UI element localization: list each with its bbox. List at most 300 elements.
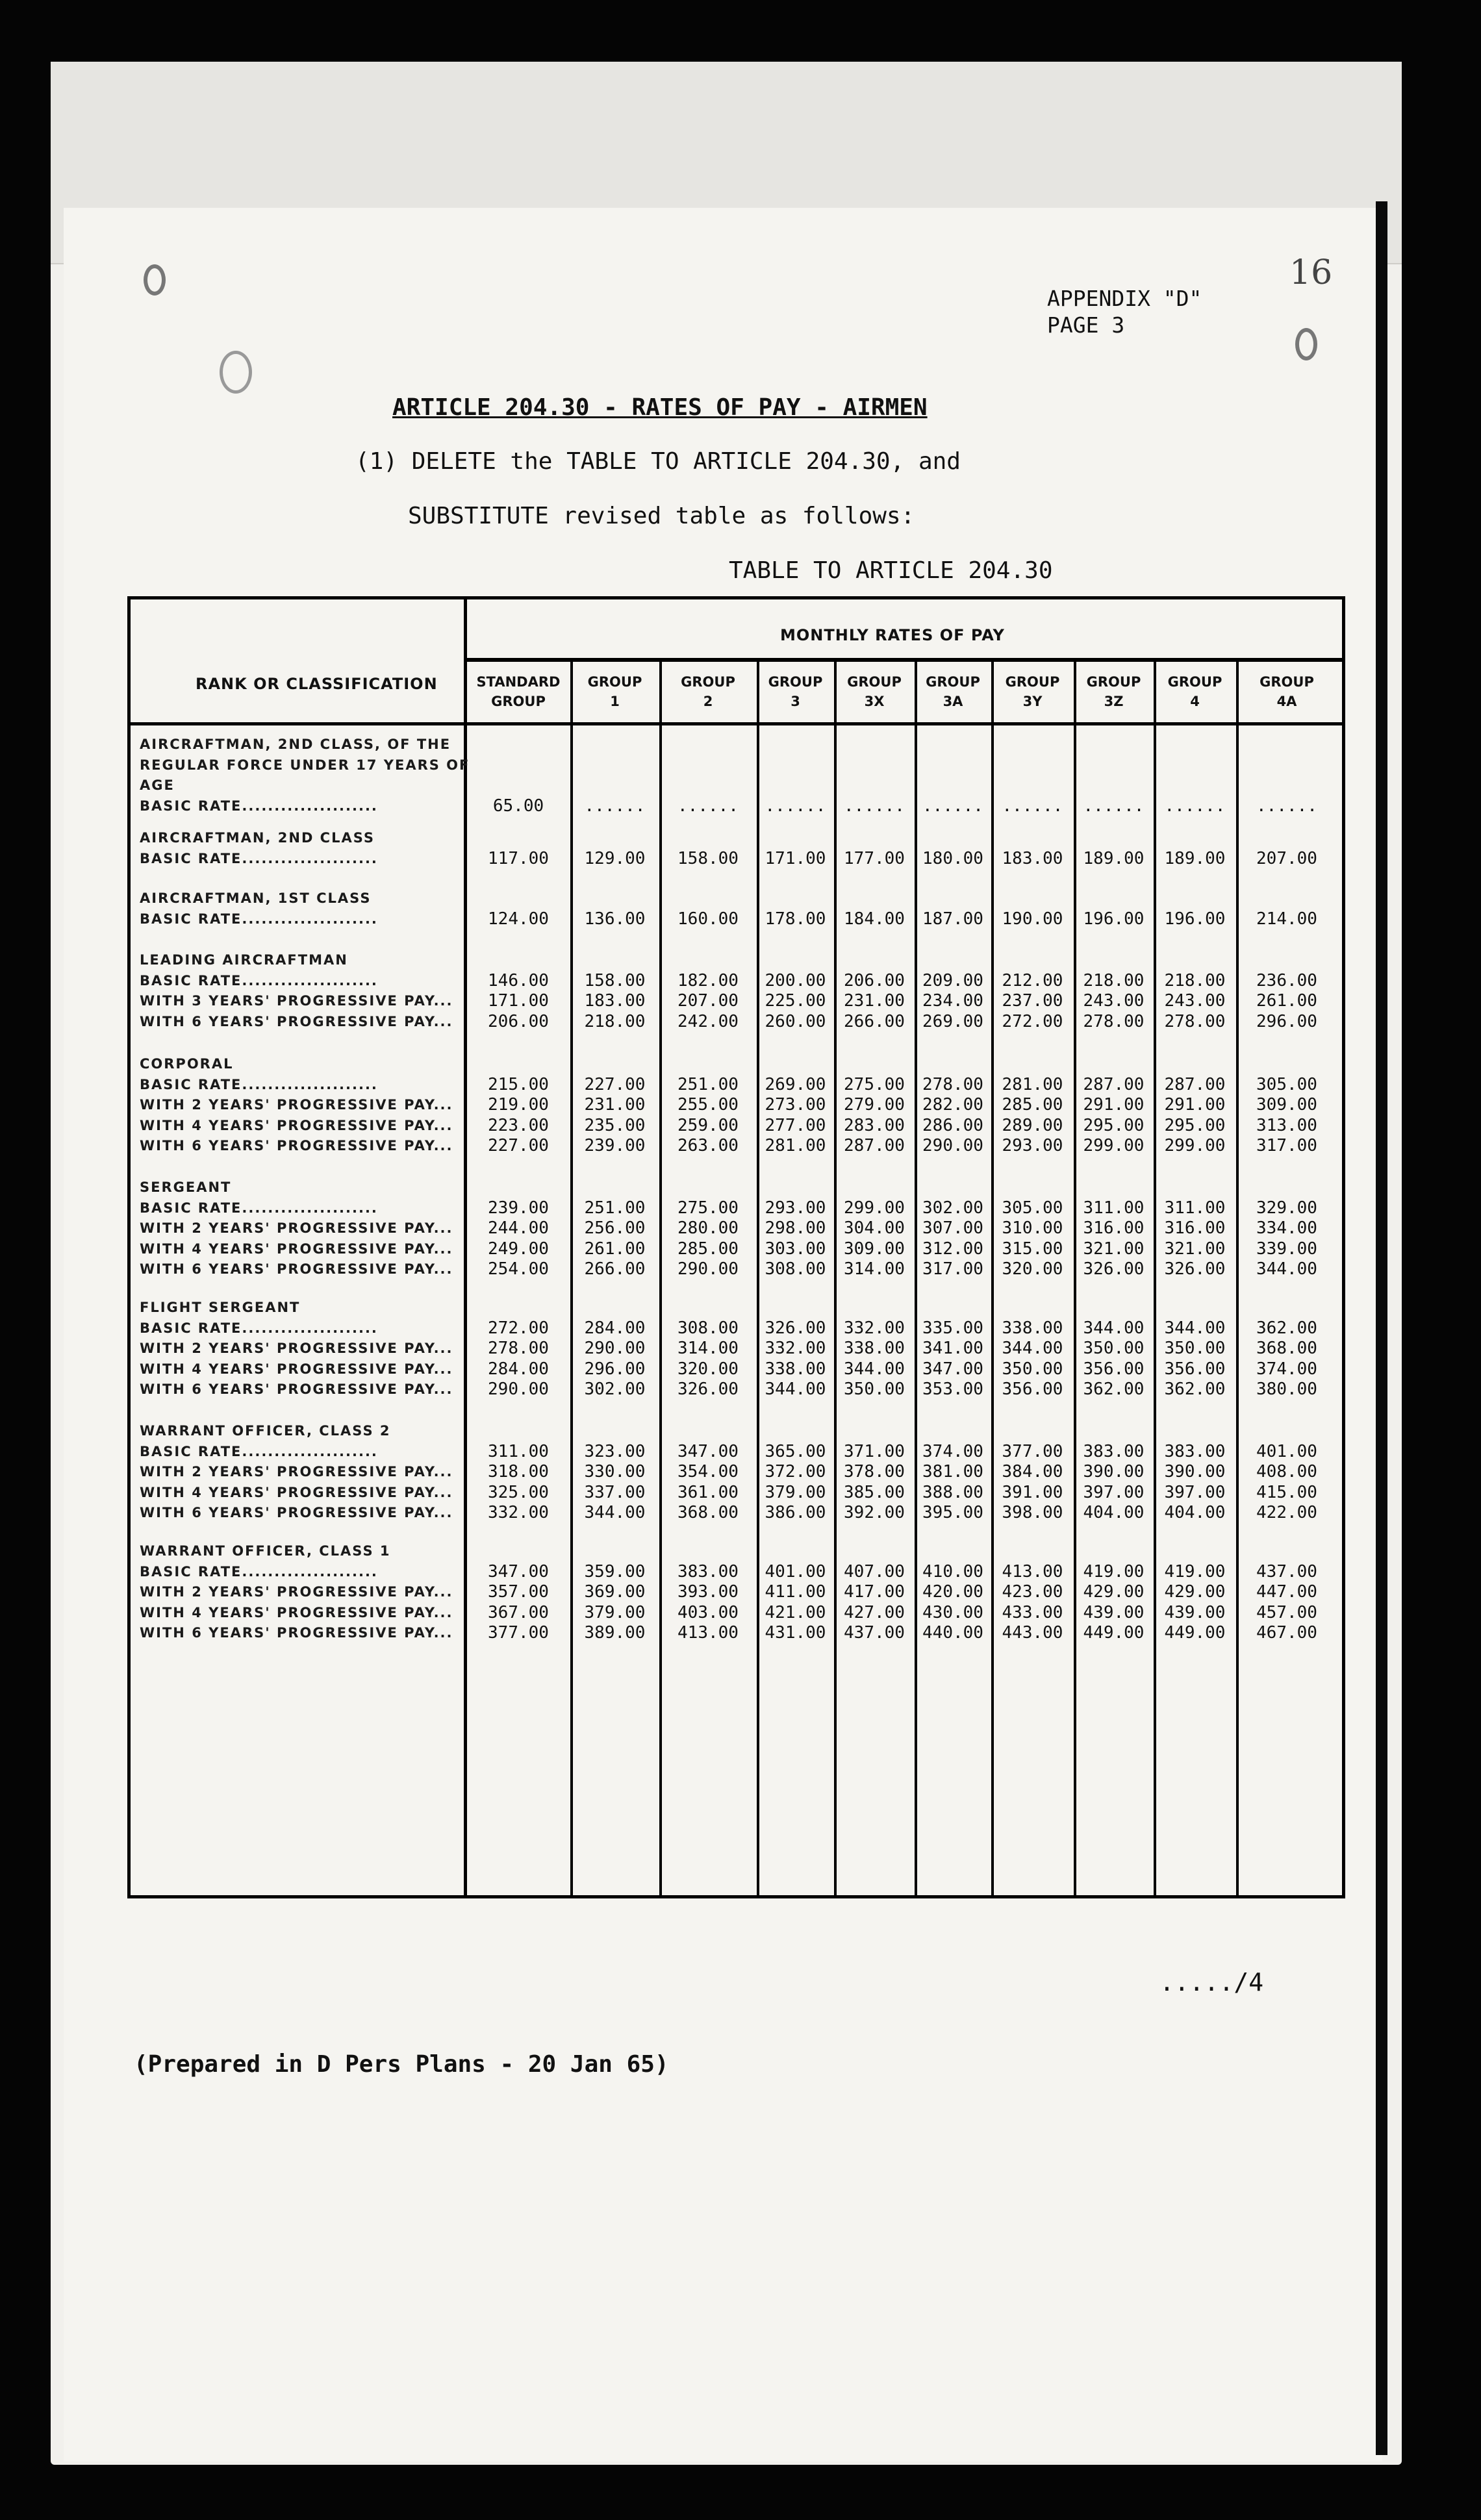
pay-cell: 269.00 [922, 1011, 983, 1031]
pay-cell: 347.00 [922, 1359, 983, 1379]
pay-cell: 305.00 [1002, 1198, 1063, 1218]
pay-cell: 189.00 [1083, 848, 1145, 868]
pay-cell: 259.00 [677, 1115, 739, 1135]
column-header [572, 672, 658, 711]
punch-hole [144, 264, 166, 296]
pay-cell: 311.00 [1083, 1198, 1145, 1218]
pay-cell: 177.00 [844, 848, 905, 868]
pay-cell: 223.00 [488, 1115, 549, 1135]
section-title: LEADING AIRCRAFTMAN [140, 952, 348, 968]
instruction-line-2: SUBSTITUTE revised table as follows: [408, 503, 915, 529]
pay-cell: 234.00 [922, 991, 983, 1011]
pay-cell: 337.00 [584, 1482, 646, 1502]
column-header-line: 2 [703, 694, 713, 709]
pay-cell: 344.00 [1002, 1339, 1063, 1358]
table-caption: TABLE TO ARTICLE 204.30 [729, 557, 1053, 584]
pay-cell: 275.00 [844, 1074, 905, 1094]
pay-cell: 239.00 [488, 1198, 549, 1218]
pay-cell: 388.00 [922, 1482, 983, 1502]
pay-cell: 171.00 [765, 848, 826, 868]
pay-cell: 308.00 [677, 1318, 739, 1338]
row-label: WITH 2 YEARS' PROGRESSIVE PAY... [140, 1584, 453, 1600]
pay-cell: 377.00 [1002, 1441, 1063, 1461]
pay-cell: 350.00 [1164, 1339, 1226, 1358]
row-label: WITH 3 YEARS' PROGRESSIVE PAY... [140, 993, 453, 1009]
pay-cell: 299.00 [1164, 1136, 1226, 1155]
row-label: WITH 4 YEARS' PROGRESSIVE PAY... [140, 1117, 453, 1133]
row-label: WITH 6 YEARS' PROGRESSIVE PAY... [140, 1505, 453, 1520]
pay-cell: 386.00 [765, 1503, 826, 1522]
pay-cell: 429.00 [1164, 1582, 1226, 1602]
pay-cell: 423.00 [1002, 1582, 1063, 1602]
pay-cell: 215.00 [488, 1074, 549, 1094]
section-title: AIRCRAFTMAN, 1ST CLASS [140, 890, 372, 906]
pay-cell: 249.00 [488, 1239, 549, 1259]
pay-cell: 283.00 [844, 1115, 905, 1135]
pay-cell: 227.00 [584, 1074, 646, 1094]
pay-cell: 289.00 [1002, 1115, 1063, 1135]
pay-cell: 286.00 [922, 1115, 983, 1135]
pay-cell: 180.00 [922, 848, 983, 868]
pay-cell: 417.00 [844, 1582, 905, 1602]
pay-cell: 377.00 [488, 1623, 549, 1643]
column-divider [1154, 661, 1156, 1895]
pay-cell: 160.00 [677, 909, 739, 929]
pay-cell: 295.00 [1164, 1115, 1226, 1135]
row-label: BASIC RATE..................... [140, 1563, 378, 1580]
pay-cell: 285.00 [677, 1239, 739, 1259]
pay-cell: 207.00 [1256, 848, 1317, 868]
pay-cell: 419.00 [1164, 1561, 1226, 1581]
pay-cell: 171.00 [488, 991, 549, 1011]
pay-cell: 367.00 [488, 1602, 549, 1622]
column-header [1155, 672, 1235, 711]
pay-cell: 295.00 [1083, 1115, 1145, 1135]
pay-cell: 284.00 [584, 1318, 646, 1338]
pay-cell: 315.00 [1002, 1239, 1063, 1259]
pay-cell: 281.00 [765, 1136, 826, 1155]
pay-cell: 344.00 [1083, 1318, 1145, 1338]
appendix-title: APPENDIX "D" [1047, 286, 1202, 311]
pay-cell: 65.00 [492, 796, 544, 816]
pay-cell: 427.00 [844, 1602, 905, 1622]
pay-cell: 357.00 [488, 1582, 549, 1602]
pay-cell: 401.00 [765, 1561, 826, 1581]
pay-cell: 338.00 [844, 1339, 905, 1358]
pay-cell: 326.00 [1083, 1259, 1145, 1279]
row-label: WITH 6 YEARS' PROGRESSIVE PAY... [140, 1138, 453, 1153]
pay-cell: 316.00 [1164, 1218, 1226, 1238]
column-divider [757, 661, 759, 1895]
pay-cell: 391.00 [1002, 1482, 1063, 1502]
pay-cell: 410.00 [922, 1561, 983, 1581]
column-divider [834, 661, 837, 1895]
column-divider [659, 661, 662, 1895]
pay-cell: 278.00 [1083, 1011, 1145, 1031]
pay-cell: 397.00 [1083, 1482, 1145, 1502]
pay-cell: 182.00 [677, 970, 739, 990]
pay-cell: 433.00 [1002, 1602, 1063, 1622]
footer-note: (Prepared in D Pers Plans - 20 Jan 65) [134, 2051, 669, 2078]
pay-cell: 136.00 [584, 909, 646, 929]
pay-cell: 178.00 [765, 909, 826, 929]
pay-cell: 347.00 [677, 1441, 739, 1461]
column-header-line: 1 [610, 694, 620, 709]
pay-cell: ...... [1002, 796, 1063, 816]
pay-cell: 404.00 [1164, 1503, 1226, 1522]
pay-cell: 296.00 [1256, 1011, 1317, 1031]
pay-cell: 117.00 [488, 848, 549, 868]
pay-cell: 374.00 [922, 1441, 983, 1461]
row-label: WITH 6 YEARS' PROGRESSIVE PAY... [140, 1381, 453, 1397]
pay-cell: 200.00 [765, 970, 826, 990]
pay-cell: 379.00 [584, 1602, 646, 1622]
pay-cell: 413.00 [1002, 1561, 1063, 1581]
pay-cell: 251.00 [677, 1074, 739, 1094]
pay-cell: 184.00 [844, 909, 905, 929]
pay-cell: 356.00 [1164, 1359, 1226, 1379]
pay-cell: 183.00 [1002, 848, 1063, 868]
pay-cell: 124.00 [488, 909, 549, 929]
table-divider [464, 599, 467, 1895]
pay-cell: 305.00 [1256, 1074, 1317, 1094]
pay-cell: 284.00 [488, 1359, 549, 1379]
pay-cell: ...... [677, 796, 739, 816]
pay-cell: 279.00 [844, 1095, 905, 1115]
pay-cell: 326.00 [1164, 1259, 1226, 1279]
pay-cell: 309.00 [1256, 1095, 1317, 1115]
pay-cell: 272.00 [488, 1318, 549, 1338]
pay-cell: 299.00 [844, 1198, 905, 1218]
pay-cell: 325.00 [488, 1482, 549, 1502]
pay-cell: ...... [584, 796, 646, 816]
punch-hole [1295, 328, 1317, 360]
pay-cell: 403.00 [677, 1602, 739, 1622]
row-label: WITH 2 YEARS' PROGRESSIVE PAY... [140, 1097, 453, 1113]
column-header [468, 672, 569, 711]
pay-cell: 254.00 [488, 1259, 549, 1279]
pay-cell: 231.00 [844, 991, 905, 1011]
column-header-line: GROUP [681, 674, 735, 690]
instruction-line-1: (1) DELETE the TABLE TO ARTICLE 204.30, and [355, 448, 961, 475]
pay-cell: 383.00 [677, 1561, 739, 1581]
table-divider [466, 658, 1342, 662]
column-header-line: GROUP [1259, 674, 1314, 690]
row-label: WITH 4 YEARS' PROGRESSIVE PAY... [140, 1484, 453, 1500]
pay-cell: 310.00 [1002, 1218, 1063, 1238]
row-label: WITH 4 YEARS' PROGRESSIVE PAY... [140, 1361, 453, 1377]
section-title: SERGEANT [140, 1179, 232, 1195]
pay-cell: 350.00 [844, 1380, 905, 1399]
pay-cell: 263.00 [677, 1136, 739, 1155]
pay-cell: 317.00 [1256, 1136, 1317, 1155]
pay-cell: 231.00 [584, 1095, 646, 1115]
section-title: FLIGHT SERGEANT [140, 1300, 301, 1315]
sheet-edge-shadow [1376, 201, 1387, 2455]
row-label: BASIC RATE..................... [140, 972, 378, 989]
pay-cell: 282.00 [922, 1095, 983, 1115]
pay-cell: 320.00 [677, 1359, 739, 1379]
pay-cell: 411.00 [765, 1582, 826, 1602]
pay-cell: 311.00 [488, 1441, 549, 1461]
pay-cell: 281.00 [1002, 1074, 1063, 1094]
row-label: WITH 2 YEARS' PROGRESSIVE PAY... [140, 1341, 453, 1356]
pay-cell: 395.00 [922, 1503, 983, 1522]
pay-cell: 235.00 [584, 1115, 646, 1135]
pay-cell: 158.00 [677, 848, 739, 868]
pay-cell: 129.00 [584, 848, 646, 868]
pay-cell: 278.00 [1164, 1011, 1226, 1031]
pay-cell: 290.00 [584, 1339, 646, 1358]
pay-cell: 437.00 [1256, 1561, 1317, 1581]
pay-cell: 344.00 [584, 1503, 646, 1522]
row-label: BASIC RATE..................... [140, 911, 378, 927]
pay-cell: 439.00 [1164, 1602, 1226, 1622]
pay-cell: 321.00 [1083, 1239, 1145, 1259]
pay-cell: 239.00 [584, 1136, 646, 1155]
pay-cell: 443.00 [1002, 1623, 1063, 1643]
pay-cell: 372.00 [765, 1462, 826, 1481]
pay-cell: 207.00 [677, 991, 739, 1011]
pay-cell: 260.00 [765, 1011, 826, 1031]
pay-cell: 308.00 [765, 1259, 826, 1279]
pay-cell: 280.00 [677, 1218, 739, 1238]
column-header-line: GROUP [587, 674, 642, 690]
appendix-page: PAGE 3 [1047, 312, 1125, 338]
pay-cell: 218.00 [584, 1011, 646, 1031]
pay-cell: 266.00 [844, 1011, 905, 1031]
pay-cell: 243.00 [1083, 991, 1145, 1011]
pay-cell: 365.00 [765, 1441, 826, 1461]
pay-cell: 398.00 [1002, 1503, 1063, 1522]
pay-cell: ...... [1256, 796, 1317, 816]
pay-cell: 243.00 [1164, 991, 1226, 1011]
pay-cell: 347.00 [488, 1561, 549, 1581]
pay-cell: 309.00 [844, 1239, 905, 1259]
column-divider [915, 661, 917, 1895]
pay-cell: 334.00 [1256, 1218, 1317, 1238]
pay-cell: 326.00 [677, 1380, 739, 1399]
pay-cell: 206.00 [488, 1011, 549, 1031]
pay-cell: 287.00 [1083, 1074, 1145, 1094]
row-label: WITH 2 YEARS' PROGRESSIVE PAY... [140, 1220, 453, 1236]
pay-cell: 287.00 [844, 1136, 905, 1155]
pay-cell: ...... [765, 796, 826, 816]
column-divider [1074, 661, 1076, 1895]
pay-cell: 314.00 [844, 1259, 905, 1279]
pay-cell: 381.00 [922, 1462, 983, 1481]
pay-cell: 413.00 [677, 1623, 739, 1643]
pay-cell: 321.00 [1164, 1239, 1226, 1259]
pay-cell: ...... [1164, 796, 1226, 816]
pay-cell: 290.00 [488, 1380, 549, 1399]
pay-cell: 242.00 [677, 1011, 739, 1031]
pay-cell: 236.00 [1256, 970, 1317, 990]
pay-cell: 209.00 [922, 970, 983, 990]
pay-cell: 380.00 [1256, 1380, 1317, 1399]
pay-cell: 190.00 [1002, 909, 1063, 929]
row-label: WITH 4 YEARS' PROGRESSIVE PAY... [140, 1241, 453, 1257]
pay-cell: 338.00 [765, 1359, 826, 1379]
column-header-line: 3Y [1022, 694, 1043, 709]
pay-cell: 158.00 [584, 970, 646, 990]
pay-cell: 353.00 [922, 1380, 983, 1399]
pay-cell: 344.00 [765, 1380, 826, 1399]
pay-cell: 296.00 [584, 1359, 646, 1379]
pay-cell: 299.00 [1083, 1136, 1145, 1155]
pay-cell: 368.00 [677, 1503, 739, 1522]
pay-cell: 408.00 [1256, 1462, 1317, 1481]
pay-cell: 320.00 [1002, 1259, 1063, 1279]
pay-cell: 298.00 [765, 1218, 826, 1238]
pay-cell: 266.00 [584, 1259, 646, 1279]
column-header-line: 3A [943, 694, 963, 709]
row-label: BASIC RATE..................... [140, 1320, 378, 1336]
column-header-line: STANDARD [476, 674, 561, 690]
row-label: WITH 2 YEARS' PROGRESSIVE PAY... [140, 1464, 453, 1480]
pay-cell: 350.00 [1002, 1359, 1063, 1379]
pay-cell: 293.00 [1002, 1136, 1063, 1155]
pay-cell: 397.00 [1164, 1482, 1226, 1502]
row-label: WITH 6 YEARS' PROGRESSIVE PAY... [140, 1261, 453, 1277]
pay-cell: 287.00 [1164, 1074, 1226, 1094]
pay-cell: 302.00 [584, 1380, 646, 1399]
pay-cell: 293.00 [765, 1198, 826, 1218]
pay-cell: 291.00 [1083, 1095, 1145, 1115]
column-header-line: GROUP [1167, 674, 1222, 690]
column-header-line: GROUP [491, 694, 546, 709]
column-header-line: GROUP [926, 674, 980, 690]
pay-cell: 350.00 [1083, 1339, 1145, 1358]
pay-cell: 404.00 [1083, 1503, 1145, 1522]
pay-cell: 440.00 [922, 1623, 983, 1643]
pay-cell: 196.00 [1083, 909, 1145, 929]
pay-cell: 467.00 [1256, 1623, 1317, 1643]
column-header-line: 3X [864, 694, 885, 709]
pay-cell: 338.00 [1002, 1318, 1063, 1338]
pay-cell: 312.00 [922, 1239, 983, 1259]
column-header [916, 672, 990, 711]
pay-cell: 344.00 [1164, 1318, 1226, 1338]
row-label: BASIC RATE..................... [140, 1443, 378, 1459]
row-label: BASIC RATE..................... [140, 850, 378, 866]
column-header-line: 3Z [1104, 694, 1124, 709]
column-header [993, 672, 1072, 711]
pay-cell: 420.00 [922, 1582, 983, 1602]
pay-cell: 422.00 [1256, 1503, 1317, 1522]
column-header [1237, 672, 1336, 711]
pay-cell: 419.00 [1083, 1561, 1145, 1581]
column-header-line: GROUP [768, 674, 823, 690]
column-divider [570, 661, 573, 1895]
pay-cell: 401.00 [1256, 1441, 1317, 1461]
monthly-rates-header: MONTHLY RATES OF PAY [780, 626, 1005, 644]
pay-cell: 218.00 [1164, 970, 1226, 990]
pay-cell: 272.00 [1002, 1011, 1063, 1031]
pay-cell: 218.00 [1083, 970, 1145, 990]
section-title: CORPORAL [140, 1056, 234, 1072]
pay-cell: 313.00 [1256, 1115, 1317, 1135]
section-title: WARRANT OFFICER, CLASS 2 [140, 1423, 391, 1439]
pay-cell: 214.00 [1256, 909, 1317, 929]
pay-cell: 429.00 [1083, 1582, 1145, 1602]
pay-cell: 356.00 [1002, 1380, 1063, 1399]
pay-cell: 302.00 [922, 1198, 983, 1218]
pay-cell: 318.00 [488, 1462, 549, 1481]
pay-cell: 361.00 [677, 1482, 739, 1502]
pay-cell: 415.00 [1256, 1482, 1317, 1502]
pay-cell: 344.00 [1256, 1259, 1317, 1279]
pay-cell: 407.00 [844, 1561, 905, 1581]
pay-cell: 339.00 [1256, 1239, 1317, 1259]
pay-cell: 389.00 [584, 1623, 646, 1643]
pay-cell: 431.00 [765, 1623, 826, 1643]
pay-cell: 332.00 [488, 1503, 549, 1522]
column-header-line: GROUP [1005, 674, 1060, 690]
pay-cell: 244.00 [488, 1218, 549, 1238]
pay-cell: 368.00 [1256, 1339, 1317, 1358]
pay-cell: 219.00 [488, 1095, 549, 1115]
pay-cell: 291.00 [1164, 1095, 1226, 1115]
column-header-line: GROUP [1086, 674, 1141, 690]
pay-cell: 335.00 [922, 1318, 983, 1338]
row-label: WITH 4 YEARS' PROGRESSIVE PAY... [140, 1604, 453, 1620]
pay-cell: ...... [1083, 796, 1145, 816]
pay-cell: 383.00 [1164, 1441, 1226, 1461]
pay-cell: 362.00 [1083, 1380, 1145, 1399]
pay-cell: 256.00 [584, 1218, 646, 1238]
article-heading: ARTICLE 204.30 - RATES OF PAY - AIRMEN [392, 394, 928, 421]
pay-cell: 227.00 [488, 1136, 549, 1155]
pay-cell: 356.00 [1083, 1359, 1145, 1379]
pay-cell: 275.00 [677, 1198, 739, 1218]
pay-cell: 146.00 [488, 970, 549, 990]
pay-cell: 183.00 [584, 991, 646, 1011]
pay-cell: 304.00 [844, 1218, 905, 1238]
pay-cell: 447.00 [1256, 1582, 1317, 1602]
pay-cell: 354.00 [677, 1462, 739, 1481]
row-label: WITH 6 YEARS' PROGRESSIVE PAY... [140, 1013, 453, 1029]
pay-cell: 437.00 [844, 1623, 905, 1643]
pay-cell: 330.00 [584, 1462, 646, 1481]
pay-cell: 303.00 [765, 1239, 826, 1259]
column-header [758, 672, 833, 711]
pay-cell: 379.00 [765, 1482, 826, 1502]
pay-cell: ...... [922, 796, 983, 816]
pay-cell: 261.00 [1256, 991, 1317, 1011]
pay-cell: 189.00 [1164, 848, 1226, 868]
pay-cell: 392.00 [844, 1503, 905, 1522]
pay-cell: 316.00 [1083, 1218, 1145, 1238]
row-label: WITH 6 YEARS' PROGRESSIVE PAY... [140, 1625, 453, 1641]
column-header [1075, 672, 1152, 711]
pay-cell: 457.00 [1256, 1602, 1317, 1622]
pay-cell: 362.00 [1256, 1318, 1317, 1338]
pay-cell: 314.00 [677, 1339, 739, 1358]
section-title: REGULAR FORCE UNDER 17 YEARS OF [140, 757, 470, 773]
pay-cell: 290.00 [677, 1259, 739, 1279]
pay-cell: 341.00 [922, 1339, 983, 1358]
pay-cell: 390.00 [1164, 1462, 1226, 1481]
pay-cell: 344.00 [844, 1359, 905, 1379]
pay-cell: 273.00 [765, 1095, 826, 1115]
pay-cell: 374.00 [1256, 1359, 1317, 1379]
pay-cell: 307.00 [922, 1218, 983, 1238]
pay-cell: 237.00 [1002, 991, 1063, 1011]
pay-cell: 332.00 [765, 1339, 826, 1358]
table-divider [131, 722, 1342, 725]
pay-cell: 225.00 [765, 991, 826, 1011]
